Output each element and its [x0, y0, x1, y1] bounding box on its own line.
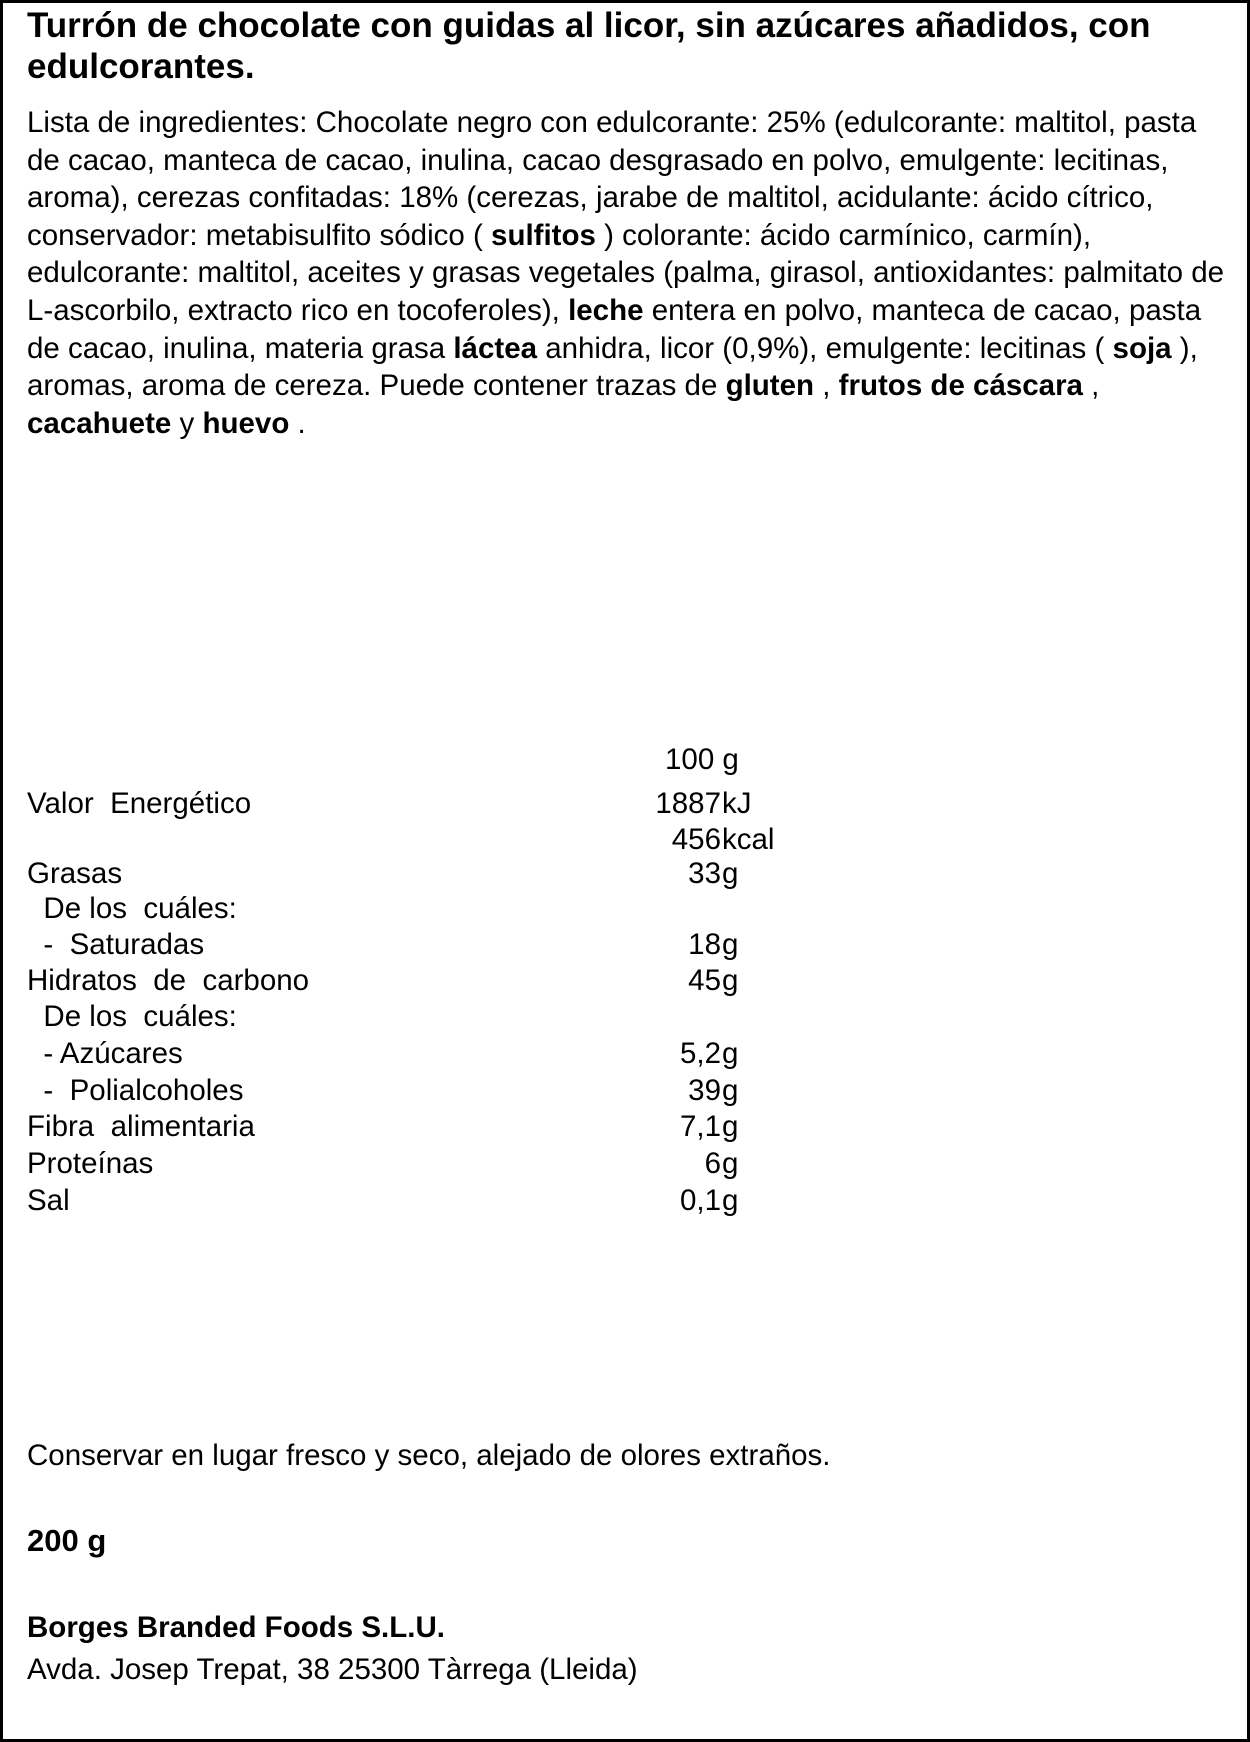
nutrient-label: Fibra alimentaria: [27, 1110, 255, 1143]
company-address: Avda. Josep Trepat, 38 25300 Tàrrega (Lleida): [27, 1653, 638, 1686]
allergen-highlight: cacahuete: [27, 406, 172, 440]
nutrient-unit: g: [722, 964, 739, 997]
allergen-highlight: soja: [1112, 331, 1172, 365]
ingredients-list: [27, 104, 1227, 442]
ingredient-text: Lista de ingredientes: Chocolate negro con edulcorante: 25% (edulcorante: maltitol, pasta de cacao, manteca de cacao, inulina, cacao desgrasado en polvo, emulgente: lecitinas, aroma), cerezas confitadas: 18% (cerezas, jarabe de maltitol, acidulante: ácido cítrico, conservador: metabisulfito sódico (: [27, 106, 1197, 252]
ingredient-text: ) colorante: ácido carmínico, carmín), edulcorante: maltitol, aceites y grasas vegetales (palma, girasol, antioxidantes: palmitato de L-ascorbilo, extracto rico en tocoferoles),: [27, 218, 1225, 327]
nutrient-value: 45: [688, 964, 721, 997]
ingredient-text: ), aromas, aroma de cereza. Puede contener trazas de: [27, 331, 1198, 403]
allergen-highlight: sulfitos: [491, 218, 596, 252]
nutrient-unit: g: [722, 1184, 739, 1217]
nutrient-value: 7,1: [679, 1110, 721, 1143]
nutrient-unit: g: [722, 1110, 739, 1143]
nutrient-value: 18: [688, 928, 721, 961]
nutrient-label: Proteínas: [27, 1147, 154, 1180]
ingredient-text: anhidra, licor (0,9%), emulgente: lecitinas (: [537, 331, 1113, 365]
ingredient-text: ,: [1082, 369, 1100, 403]
nutrient-value: 33: [688, 857, 721, 890]
storage-instructions: Conservar en lugar fresco y seco, alejado de olores extraños.: [27, 1439, 831, 1472]
nutrient-value: 6: [704, 1147, 721, 1180]
company-name: Borges Branded Foods S.L.U.: [27, 1611, 445, 1644]
nutrient-label: Valor Energético: [27, 787, 252, 820]
nutrient-unit: g: [722, 1037, 739, 1070]
nutrient-unit: g: [722, 928, 739, 961]
nutrient-unit: g: [722, 1074, 739, 1107]
product-title: Turrón de chocolate con guidas al licor, sin azúcares añadidos, con edulcorantes.: [27, 6, 1151, 86]
allergen-highlight: huevo: [202, 406, 290, 440]
nutrient-value: 0,1: [679, 1184, 721, 1217]
nutrient-unit: g: [722, 857, 739, 890]
nutrient-unit: kcal: [722, 823, 775, 856]
nutrient-value: 39: [688, 1074, 721, 1107]
nutrient-label: - Saturadas: [27, 928, 205, 961]
ingredient-text: ,: [814, 369, 839, 403]
nutrient-value: 456: [671, 823, 721, 856]
nutrient-label: Sal: [27, 1184, 70, 1217]
nutrient-label: Grasas: [27, 857, 123, 890]
nutrient-label: - Azúcares: [27, 1037, 183, 1070]
allergen-highlight: láctea: [453, 331, 538, 365]
allergen-highlight: frutos de cáscara: [838, 369, 1083, 403]
net-weight: 200 g: [27, 1523, 107, 1558]
allergen-highlight: leche: [568, 293, 644, 327]
ingredient-text: y: [171, 406, 203, 440]
nutrient-value: 1887: [655, 787, 721, 820]
ingredient-text: entera en polvo, manteca de cacao, pasta de cacao, inulina, materia grasa: [27, 293, 1202, 365]
nutrient-unit: kJ: [722, 787, 752, 820]
nutrient-label: De los cuáles:: [27, 1000, 237, 1033]
nutrient-unit: g: [722, 1147, 739, 1180]
ingredient-text: .: [289, 406, 306, 440]
nutrient-value: 5,2: [679, 1037, 721, 1070]
nutrition-column-header: 100 g: [665, 743, 739, 776]
nutrient-label: De los cuáles:: [27, 892, 237, 925]
nutrient-label: Hidratos de carbono: [27, 964, 310, 997]
allergen-highlight: gluten: [725, 369, 815, 403]
nutrient-label: - Polialcoholes: [27, 1074, 244, 1107]
